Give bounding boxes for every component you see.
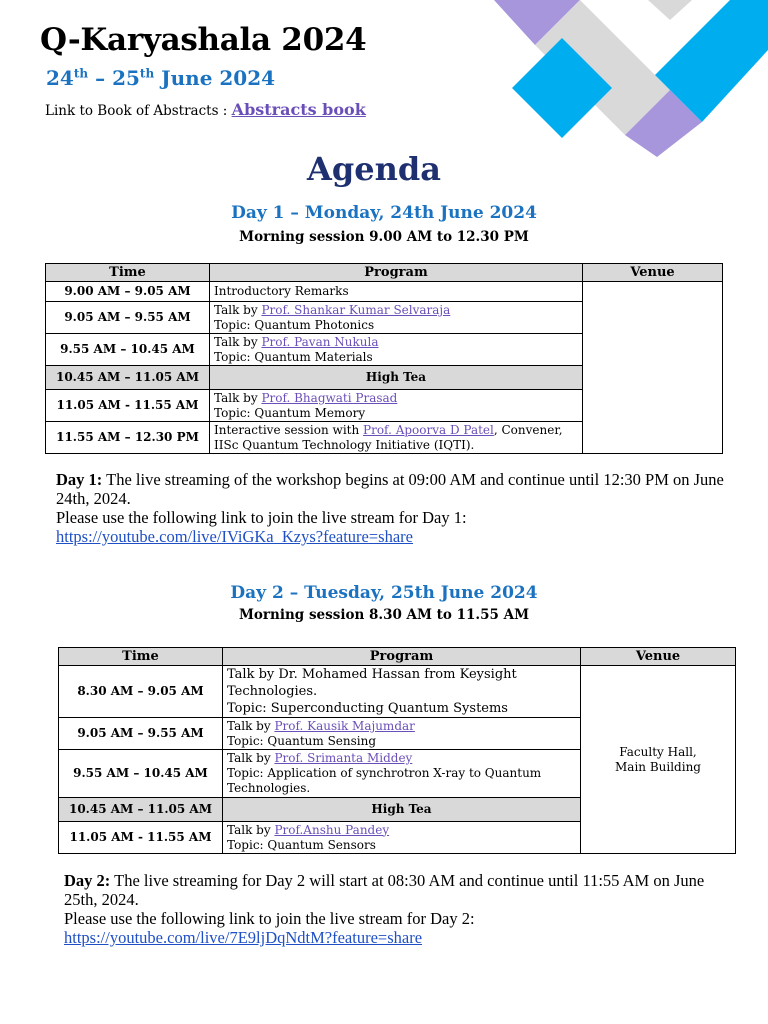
day1-stream-link[interactable]: https://youtube.com/live/IViGKa_Kzys?feature=share — [56, 527, 413, 546]
date-end-suffix: th — [139, 66, 155, 81]
venue-line1: Faculty Hall, — [619, 744, 697, 759]
date-separator: – — [88, 66, 113, 90]
program-prefix: Interactive session with — [214, 422, 364, 437]
venue-line2: Main Building — [615, 759, 701, 774]
table-row — [46, 282, 723, 302]
day1-schedule-table — [45, 263, 723, 454]
row-program — [210, 390, 583, 422]
event-dates — [46, 66, 275, 90]
program-topic: Topic: Quantum Sensors — [227, 837, 376, 852]
speaker-link[interactable]: Prof. Shankar Kumar Selvaraja — [261, 302, 451, 317]
program-line1: Talk by Dr. Mohamed Hassan from Keysight — [227, 667, 517, 682]
speaker-link[interactable]: Prof. Pavan Nukula — [261, 334, 379, 349]
row-program — [223, 822, 581, 854]
program-line2: Technologies. — [227, 684, 318, 699]
speaker-link[interactable]: Prof. Bhagwati Prasad — [261, 390, 398, 405]
program-prefix: Talk by — [214, 302, 262, 317]
venue-cell — [583, 282, 723, 454]
day1-session: Morning session 9.00 AM to 12.30 PM — [239, 229, 529, 245]
day2-note — [64, 871, 736, 947]
day2-note-label: Day 2: — [64, 871, 111, 890]
program-topic: Topic: Quantum Materials — [214, 349, 373, 364]
deco-gray-top-right — [648, 0, 692, 20]
day2-session: Morning session 8.30 AM to 11.55 AM — [238, 607, 530, 623]
day1-heading: Day 1 – Monday, 24th June 2024 — [231, 203, 537, 223]
header-program: Program — [223, 648, 581, 666]
row-program-tea: High Tea — [223, 798, 581, 822]
speaker-link[interactable]: Prof. Kausik Majumdar — [274, 718, 415, 733]
row-time: 11.05 AM - 11.55 AM — [59, 822, 223, 854]
speaker-link[interactable]: Prof.Anshu Pandey — [274, 822, 390, 837]
row-time: 9.00 AM – 9.05 AM — [46, 282, 210, 302]
program-prefix: Talk by — [214, 390, 262, 405]
day1-note-line2: Please use the following link to join the live stream for Day 1: — [56, 508, 467, 527]
table-row — [59, 666, 736, 718]
day2-stream-link[interactable]: https://youtube.com/live/7E9ljDqNdtM?feature=share — [64, 928, 423, 947]
program-topic: IISc Quantum Technology Initiative (IQTI). — [214, 437, 475, 452]
row-time: 9.55 AM – 10.45 AM — [59, 750, 223, 798]
date-month-year: June 2024 — [154, 66, 276, 90]
venue-cell — [581, 666, 736, 854]
row-time: 11.55 AM – 12.30 PM — [46, 422, 210, 454]
program-topic-cont: Technologies. — [227, 781, 311, 795]
header-venue: Venue — [583, 264, 723, 282]
day2-schedule-table — [58, 647, 736, 854]
page-title: Q-Karyashala 2024 — [40, 22, 367, 58]
day1-note-text: The live streaming of the workshop begins at 09:00 AM and continue until 12:30 PM on June 24th, 2024. — [56, 470, 724, 508]
row-program — [210, 334, 583, 366]
row-time: 10.45 AM – 11.05 AM — [59, 798, 223, 822]
row-program-tea: High Tea — [210, 366, 583, 390]
program-prefix: Talk by — [227, 751, 275, 765]
program-prefix: Talk by — [227, 718, 275, 733]
row-program — [210, 302, 583, 334]
row-time: 10.45 AM – 11.05 AM — [46, 366, 210, 390]
abstracts-book-link[interactable]: Abstracts book — [231, 100, 366, 119]
day1-note — [56, 470, 736, 546]
date-start-suffix: th — [73, 66, 89, 81]
day2-note-line2: Please use the following link to join the live stream for Day 2: — [64, 909, 475, 928]
row-time: 9.55 AM – 10.45 AM — [46, 334, 210, 366]
day1-note-label: Day 1: — [56, 470, 103, 489]
table-header-row — [46, 264, 723, 282]
row-time: 9.05 AM – 9.55 AM — [46, 302, 210, 334]
program-topic: Topic: Application of synchrotron X-ray to Quantum — [227, 766, 542, 780]
abstracts-line — [45, 100, 366, 119]
agenda-heading: Agenda — [307, 150, 441, 188]
header-venue: Venue — [581, 648, 736, 666]
corner-decoration — [480, 0, 768, 170]
speaker-link[interactable]: Prof. Srimanta Middey — [274, 751, 413, 765]
row-program — [210, 282, 583, 302]
program-text: Introductory Remarks — [214, 284, 349, 298]
row-time: 9.05 AM – 9.55 AM — [59, 718, 223, 750]
program-prefix: Talk by — [214, 334, 262, 349]
program-topic: Topic: Quantum Memory — [214, 405, 366, 420]
program-topic: Topic: Superconducting Quantum Systems — [227, 701, 508, 716]
program-topic: Topic: Quantum Photonics — [214, 317, 375, 332]
date-end: 25 — [112, 66, 140, 90]
header-time: Time — [59, 648, 223, 666]
day2-note-text: The live streaming for Day 2 will start at 08:30 AM and continue until 11:55 AM on June 25th, 2024. — [64, 871, 705, 909]
row-time: 8.30 AM – 9.05 AM — [59, 666, 223, 718]
row-time: 11.05 AM - 11.55 AM — [46, 390, 210, 422]
header-time: Time — [46, 264, 210, 282]
speaker-link[interactable]: Prof. Apoorva D Patel — [363, 422, 494, 437]
row-program — [223, 718, 581, 750]
row-program — [223, 666, 581, 718]
header-program: Program — [210, 264, 583, 282]
row-program — [210, 422, 583, 454]
program-topic: Topic: Quantum Sensing — [227, 733, 377, 748]
date-start: 24 — [46, 66, 74, 90]
program-suffix: , Convener, — [493, 422, 563, 437]
abstracts-label: Link to Book of Abstracts : — [45, 103, 228, 119]
table-header-row — [59, 648, 736, 666]
program-prefix: Talk by — [227, 822, 275, 837]
day2-heading: Day 2 – Tuesday, 25th June 2024 — [230, 583, 538, 603]
row-program — [223, 750, 581, 798]
